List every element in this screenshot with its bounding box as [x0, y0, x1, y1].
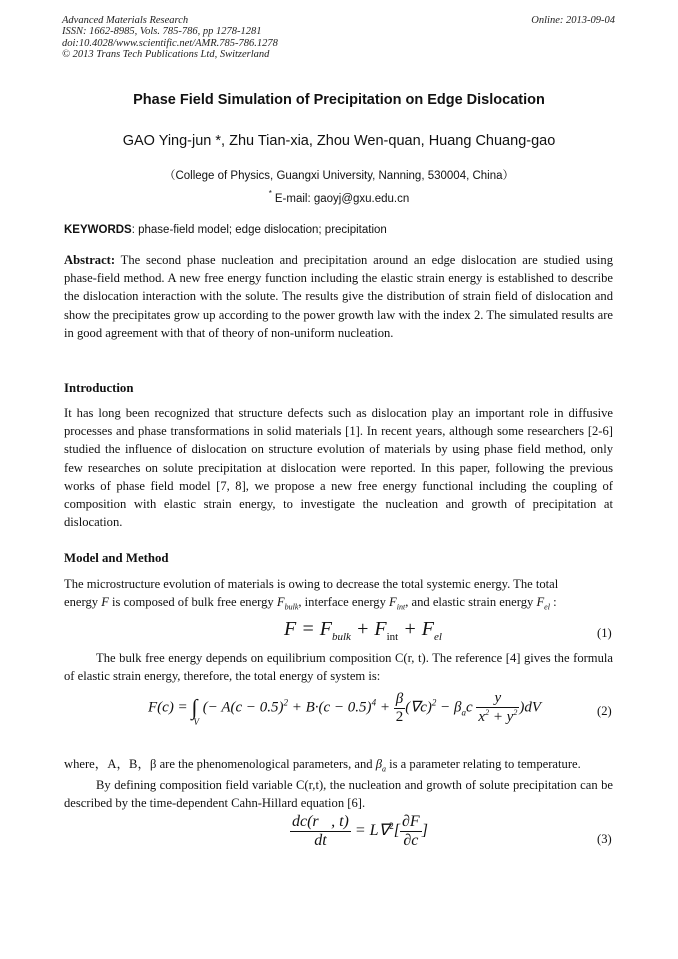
sub-bulk: bulk	[284, 602, 299, 612]
model-paragraph-2: The bulk free energy depends on equilibrium composition C(r, t). The reference [4] gives the formula of elastic strain energy, therefore, the total energy of system is:	[64, 651, 613, 684]
abstract-label: Abstract:	[64, 253, 116, 267]
model-p1-d: , and elastic strain energy	[405, 595, 537, 610]
author-list: GAO Ying-jun *, Zhu Tian-xia, Zhou Wen-quan, Huang Chuang-gao	[122, 133, 556, 149]
sub-a: a	[381, 764, 386, 774]
copyright-line: © 2013 Trans Tech Publications Ltd, Switzerland	[62, 48, 270, 60]
email-line	[0, 189, 678, 205]
model-p1-line1: The microstructure evolution of materials is owing to decrease the total systemic energy. The total	[64, 577, 559, 591]
keywords-text: : phase-field model; edge dislocation; precipitation	[131, 224, 387, 236]
keywords-line	[64, 224, 387, 236]
model-p3-a: where，A，B，β are the phenomenological parameters, and	[64, 757, 376, 771]
model-p1-b: is composed of bulk free energy	[108, 595, 277, 610]
model-p1-a: energy	[64, 595, 102, 610]
email-text: E-mail: gaoyj@gxu.edu.cn	[274, 193, 410, 205]
equation-1: $F = F_{bulk} + F_{int} + F_{el}$	[284, 618, 442, 643]
introduction-paragraph: It has long been recognized that structure defects such as dislocation play an important role in diffusive processes and phase transformations in solid materials [1]. In recent years, although some researchers [2-6] studied the influence of dislocation on structure evolution of materials by using phase field method, only few researches on solute precipitation at dislocation were reported. In this paper, following the previous works of phase field model [7, 8], we propose a new free energy functional including the coupling of composition with elastic strain energy, to investigate the nucleation and growth of precipitation at dislocation.	[64, 406, 613, 530]
model-paragraph-4: By defining composition field variable C(r,t), the nucleation and growth of solute precipitation can be described by the time-dependent Cahn-Hillard equation [6].	[64, 778, 613, 811]
online-date: Online: 2013-09-04	[531, 15, 615, 26]
equation-2: $F(c) = \int_V$ (− $A(c - 0.5)^2 + B\cdot(c - 0.5)^4$ + $\frac{\beta}{2}$ $(\nabla c)^2 - \beta_ac$ $\frac{y}{x^2 + y^2}$ )dV	[148, 690, 542, 728]
equation-3: $\frac{dc(r⃗, t)}{dt}$ = L∇$^2$[ $\frac{\partial F}{\partial c}$ ]	[292, 813, 428, 849]
equation-3-number: (3)	[597, 832, 612, 846]
model-p1-e: :	[549, 595, 557, 610]
abstract-paragraph	[64, 251, 613, 342]
affiliation: （College of Physics, Guangxi University, Nanning, 530004, China）	[163, 170, 515, 182]
model-paragraph-1: The microstructure evolution of materials is owing to decrease the total systemic energy. The total energy F is composed of bulk free energy $F_{bulk}$, interface energy $F_{int}$, and elastic strain energy $F_{el}$ :	[64, 577, 559, 612]
sub-el: el	[544, 602, 550, 612]
abstract-text: The second phase nucleation and precipitation around an edge dislocation are studied using phase-field method. A new free energy function including the elastic strain energy is established to describe the dislocation interaction with the solute. The results give the distribution of strain field of dislocation and show the precipitates grow up according to the power growth law with the index 2. The simulated results are in good agreement with that of theory of non-uniform nucleation.	[64, 253, 613, 340]
introduction-heading: Introduction	[64, 381, 134, 395]
symbol-F: F	[101, 595, 109, 610]
equation-1-number: (1)	[597, 626, 612, 640]
keywords-label: KEYWORDS	[64, 224, 132, 236]
doi-line: doi:10.4028/www.scientific.net/AMR.785-786.1278	[62, 37, 278, 49]
corresponding-marker: *	[268, 189, 272, 198]
equation-2-number: (2)	[597, 704, 612, 718]
issn-line: ISSN: 1662-8985, Vols. 785-786, pp 1278-1281	[62, 26, 262, 38]
model-p1-c: , interface energy	[298, 595, 390, 610]
model-paragraph-3: where，A，B，β are the phenomenological parameters, and $\beta_a$ is a parameter relating to temperature.	[64, 757, 581, 774]
journal-header	[62, 15, 278, 60]
model-p3-b: is a parameter relating to temperature.	[385, 757, 581, 771]
paper-title: Phase Field Simulation of Precipitation on Edge Dislocation	[133, 92, 545, 108]
model-heading: Model and Method	[64, 551, 169, 565]
sub-int: int	[396, 602, 406, 612]
journal-name: Advanced Materials Research	[62, 15, 189, 26]
